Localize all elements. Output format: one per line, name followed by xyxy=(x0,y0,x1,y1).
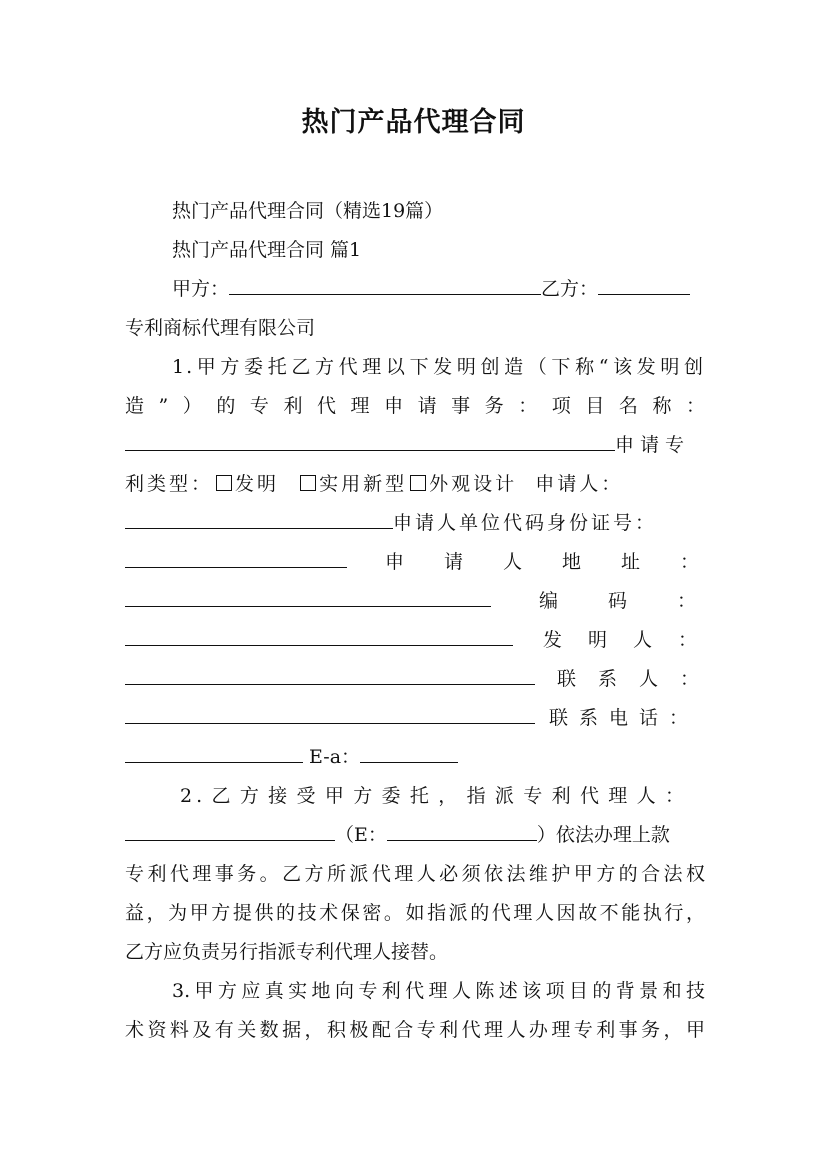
subtitle: 热门产品代理合同（精选19篇） xyxy=(172,200,444,222)
e-open: （E： xyxy=(335,824,387,846)
postcode-blank xyxy=(125,627,513,646)
contact-label: 联系人： xyxy=(557,668,722,690)
phone-line xyxy=(125,705,705,731)
clause3-line1: 3.甲方应真实地向专利代理人陈述该项目的背景和技 xyxy=(172,980,705,1002)
clause1-line3 xyxy=(125,432,705,458)
address-blank xyxy=(125,588,491,607)
clause2-line1: 2.乙方接受甲方委托，指派专利代理人： xyxy=(180,785,688,807)
inventor-blank xyxy=(125,666,535,685)
postcode-line xyxy=(125,588,747,614)
applicant-blank xyxy=(125,510,393,529)
contact-line xyxy=(125,666,722,692)
phone-label: 联系电话： xyxy=(549,707,700,729)
patent-type-line xyxy=(125,471,705,497)
id-label: 申请人单位代码身份证号： xyxy=(393,512,658,534)
section-heading: 热门产品代理合同 篇1 xyxy=(172,239,362,261)
party-a-label: 甲方： xyxy=(172,278,230,300)
agent-email-blank xyxy=(387,822,537,841)
clause1-intro: 1.甲方委托乙方代理以下发明创造（下称“该发明创 xyxy=(172,356,705,378)
id-blank xyxy=(125,549,347,568)
address-line xyxy=(125,549,740,575)
applicant-line xyxy=(125,510,705,536)
agent-blank xyxy=(125,822,335,841)
address-label: 申请人地址： xyxy=(385,551,740,573)
document-title: 热门产品代理合同 xyxy=(301,107,526,138)
clause3-line2: 术资料及有关数据，积极配合专利代理人办理专利事务，甲 xyxy=(125,1019,705,1041)
apply-label: 申请专 xyxy=(615,434,691,456)
phone-blank xyxy=(125,744,303,763)
clause2-line2 xyxy=(125,822,705,848)
party-b-blank xyxy=(598,276,690,295)
party-b-label: 乙方： xyxy=(541,278,599,300)
inventor-line xyxy=(125,627,724,653)
party-b-name: 专利商标代理有限公司 xyxy=(125,317,316,339)
postcode-label: 编码： xyxy=(539,590,747,612)
inventor-label: 发明人： xyxy=(543,629,724,651)
applicant-label: 申请人： xyxy=(535,473,624,495)
design-option: 外观设计 xyxy=(429,473,518,495)
clause2-line3: 专利代理事务。乙方所派代理人必须依法维护甲方的合法权 xyxy=(125,863,705,885)
clause2-line4: 益，为甲方提供的技术保密。如指派的代理人因故不能执行， xyxy=(125,902,705,924)
party-a-blank xyxy=(229,276,541,295)
e-close: ）依法办理上款 xyxy=(536,824,670,846)
utility-checkbox[interactable] xyxy=(300,475,316,491)
type-label: 利类型： xyxy=(125,473,214,495)
email-label: E-a： xyxy=(309,746,361,768)
email-blank xyxy=(360,744,458,763)
contact-blank xyxy=(125,705,535,724)
clause2-line5: 乙方应负责另行指派专利代理人接替。 xyxy=(125,941,449,963)
party-line xyxy=(172,276,705,302)
clause1-line2: 造”）的专利代理申请事务：项目名称： xyxy=(125,395,705,417)
invention-option: 发明 xyxy=(235,473,280,495)
utility-option: 实用新型 xyxy=(319,473,408,495)
project-name-blank xyxy=(125,432,615,451)
invention-checkbox[interactable] xyxy=(216,475,232,491)
design-checkbox[interactable] xyxy=(410,475,426,491)
email-line xyxy=(125,744,705,770)
